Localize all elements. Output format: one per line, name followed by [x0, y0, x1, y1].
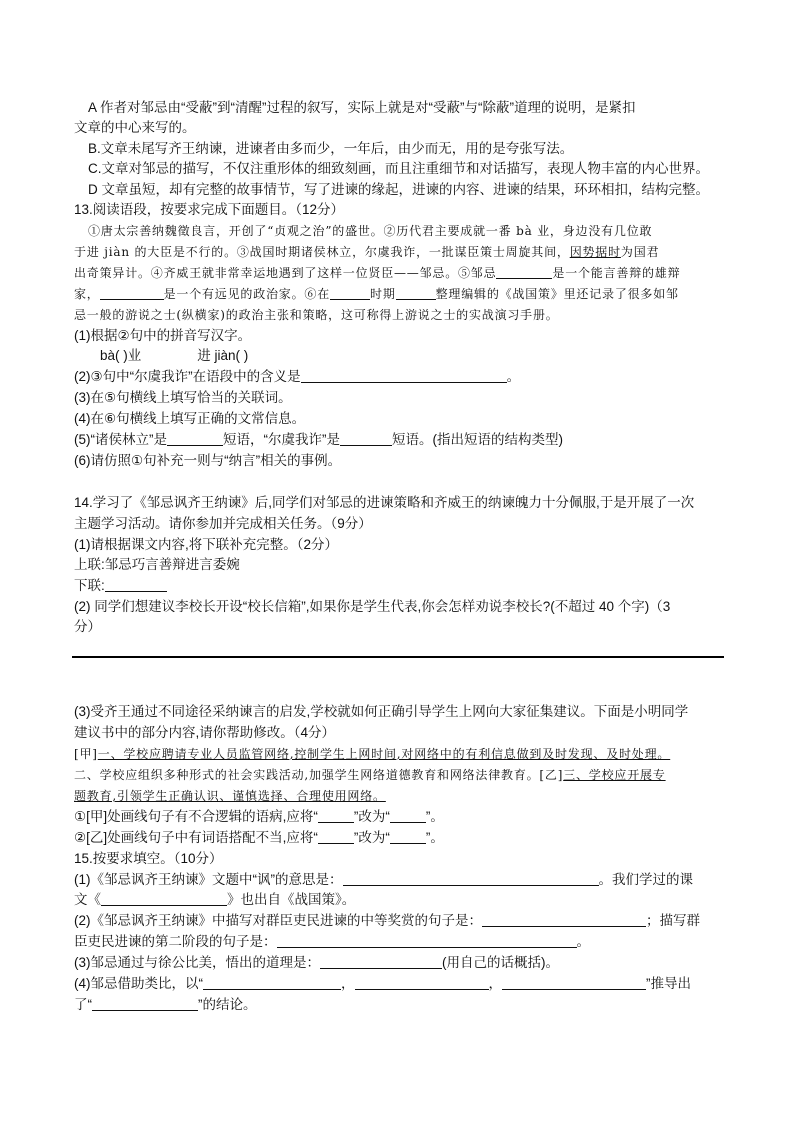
q15-text: (2)《邹忌讽齐王纳谏》中描写对群臣吏民进谏的中等奖赏的句子是： [74, 913, 482, 928]
correction-text: ”。 [425, 830, 444, 845]
q15-text: 。 [576, 934, 590, 949]
option-a-line2: 文章的中心来写的。 [74, 120, 196, 135]
q15-text: (4)邹忌借助类比，以“ [74, 976, 203, 991]
blank-correction-2a[interactable] [318, 829, 354, 844]
blank-analogy-3[interactable] [502, 975, 646, 990]
option-d: D 文章虽短，却有完整的故事情节，写了进谏的缘起，进谏的内容、进谏的结果，环环相扣，结构完整。 [88, 182, 709, 197]
question-15-title: 15.按要求填空。（10分） [74, 851, 223, 866]
underlined-sentence-yi-cont: 题教育,引领学生正确认识、谨慎选择、合理使用网络。 [74, 789, 386, 803]
q15-text: 了“ [74, 997, 92, 1012]
blank-correction-1a[interactable] [318, 808, 354, 823]
q15-sub-1 [74, 870, 726, 890]
proposal-text: 二、学校应组织多种形式的社会实践活动,加强学生网络道德教育和网络法律教育。 [74, 768, 540, 782]
q15-sub-4-line2 [74, 995, 726, 1015]
couplet-upper: 上联:邹忌巧言善辩进言委婉 [74, 557, 240, 572]
correction-text: ”改为“ [353, 830, 390, 845]
passage-text: 时期 [370, 287, 396, 301]
sub-q-3: (3)在⑤句横线上填写恰当的关联词。 [74, 390, 292, 405]
q15-sub-3 [74, 953, 726, 973]
blank-feng-meaning[interactable] [343, 871, 599, 886]
couplet-lower-label: 下联: [74, 578, 105, 593]
blank-analogy-2[interactable] [355, 975, 489, 990]
q15-text: (用自己的话概括)。 [442, 955, 559, 970]
sub-q-2 [74, 367, 726, 387]
q15-text: 臣吏民进谏的第二阶段的句子是： [74, 934, 277, 949]
blank-lower-couplet[interactable] [105, 577, 167, 592]
passage-line2 [74, 242, 726, 262]
proposal-line1 [74, 744, 726, 764]
question-14-title-line2: 主题学习活动。请你参加并完成相关任务。（9分） [74, 516, 372, 531]
correction-text: ”。 [425, 809, 444, 824]
question-13-title: 13.阅读语段，按要求完成下面题目。（12分） [74, 202, 345, 217]
comma: ， [488, 976, 502, 991]
q15-text: ”推导出 [646, 976, 691, 991]
correction-2 [74, 828, 726, 848]
sub-q-5-text: 短语，“尔虞我诈”是 [223, 432, 340, 447]
q15-sub-4 [74, 974, 726, 994]
blank-correction-1b[interactable] [390, 808, 426, 823]
sub-q-5-text: 短语。(指出短语的结构类型) [392, 432, 563, 447]
pinyin-ba: bà( )业 [100, 348, 142, 363]
passage-line1: ①唐太宗善纳魏徵良言，开创了“贞观之治”的盛世。②历代君主要成就一番 bà 业，身边没有几位敢 [88, 224, 653, 238]
underlined-sentence-jia: 一、学校应聘请专业人员监管网络,控制学生上网时间,对网络中的有利信息做到及时发现、及时处理。 [97, 747, 671, 761]
sub-q-5 [74, 430, 726, 450]
passage-text: 是一个能言善辩的雄辩 [552, 266, 681, 280]
blank-lesson-learned[interactable] [320, 954, 442, 969]
pinyin-jian: 进 jiàn( ) [197, 348, 249, 363]
q15-text: ”的结论。 [198, 997, 257, 1012]
blank-analogy-1[interactable] [203, 975, 341, 990]
proposal-line3 [74, 786, 726, 806]
blank-middle-reward[interactable] [482, 912, 646, 927]
section-divider [72, 656, 724, 658]
passage-text: 是一个有远见的政治家。⑥在 [163, 287, 331, 301]
passage-line4 [74, 284, 726, 304]
sub-q-1: (1)根据②句中的拼音写汉字。 [74, 328, 252, 343]
passage-text: 于进 jiàn 的大臣是不行的。③战国时期诸侯林立，尔虞我诈，一批谋臣策士周旋其间， [74, 245, 570, 259]
correction-text: ①[甲]处画线句子有不合逻辑的语病,应将“ [74, 809, 318, 824]
blank-conjunction-1[interactable] [496, 264, 552, 279]
q15-text: 》也出自《战国策》。 [227, 892, 356, 907]
option-c: C.文章对邹忌的描写，不仅注重形体的细致刻画，而且注重细节和对话描写，表现人物丰富的内心世界。 [88, 161, 709, 176]
q15-text: (1)《邹忌讽齐王纳谏》文题中“讽”的意思是： [74, 872, 343, 887]
blank-author[interactable] [396, 285, 436, 300]
q15-text: 。我们学过的课 [598, 872, 693, 887]
blank-meaning[interactable] [301, 368, 507, 383]
q14-sub-2: (2) 同学们想建议李校长开设“校长信箱”,如果你是学生代表,你会怎样劝说李校长?(不超过 40 个字)（3 [74, 599, 671, 614]
option-a-line1: A 作者对邹忌由“受蔽”到“清醒”过程的叙写，实际上就是对“受蔽”与“除蔽”道理的说明，是紧扣 [88, 100, 636, 115]
q15-sub-2 [74, 911, 726, 931]
comma: ， [341, 976, 355, 991]
mark-jia: [甲] [74, 747, 98, 761]
correction-1 [74, 807, 726, 827]
q14-sub-1: (1)请根据课文内容,将下联补充完整。（2分） [74, 537, 339, 552]
blank-phrase-2[interactable] [340, 431, 392, 446]
blank-phrase-1[interactable] [167, 431, 223, 446]
passage-text: 为国君 [620, 245, 660, 259]
q15-sub-2-line2 [74, 932, 726, 952]
proposal-line2 [74, 765, 726, 785]
blank-lesson-title[interactable] [101, 891, 227, 906]
period: 。 [506, 369, 521, 384]
sub-q-5-text: (5)“诸侯林立”是 [74, 432, 167, 447]
q15-text: 文《 [74, 892, 101, 907]
q15-text: (3)邹忌通过与徐公比美，悟出的道理是： [74, 955, 320, 970]
q15-sub-1-line2 [74, 890, 726, 910]
couplet-lower [74, 576, 726, 596]
blank-conjunction-2[interactable] [100, 285, 164, 300]
passage-text: 家， [74, 287, 100, 301]
sub-q-2-text: (2)③句中“尔虞我诈”在语段中的含义是 [74, 369, 301, 384]
correction-text: ②[乙]处画线句子中有词语搭配不当,应将“ [74, 830, 318, 845]
passage-line5: 忌一般的游说之士(纵横家)的政治主张和策略，这可称得上游说之士的实战演习手册。 [74, 308, 559, 322]
question-14-title: 14.学习了《邹忌讽齐王纳谏》后,同学们对邹忌的进谏策略和齐威王的纳谏魄力十分佩服,于是开展了一次 [74, 495, 695, 510]
blank-second-stage[interactable] [277, 933, 577, 948]
underlined-phrase: 因势据时 [569, 245, 621, 259]
blank-correction-2b[interactable] [390, 829, 426, 844]
passage-text: 出奇策异计。④齐威王就非常幸运地遇到了这样一位贤臣——邹忌。⑤邹忌 [74, 266, 497, 280]
pinyin-row [74, 346, 726, 366]
blank-period[interactable] [330, 285, 370, 300]
sub-q-4: (4)在⑥句横线上填写正确的文常信息。 [74, 411, 306, 426]
mark-yi: [乙] [539, 768, 564, 782]
q14-sub-3-line2: 建议书中的部分内容,请你帮助修改。（4分） [74, 725, 336, 740]
q14-sub-3: (3)受齐王通过不同途径采纳谏言的启发,学校就如何正确引导学生上网向大家征集建议。下面是小明同学 [74, 704, 689, 719]
passage-line3 [74, 263, 726, 283]
q14-sub-2-line2: 分） [74, 619, 101, 634]
option-b: B.文章未尾写齐王纳谏，进谏者由多而少，一年后，由少而无，用的是夸张写法。 [88, 141, 574, 156]
correction-text: ”改为“ [353, 809, 390, 824]
passage-text: 整理编辑的《战国策》里还记录了很多如邹 [435, 287, 679, 301]
sub-q-6: (6)请仿照①句补充一则与“纳言”相关的事例。 [74, 453, 342, 468]
q15-text: ；描写群 [646, 913, 700, 928]
blank-conclusion[interactable] [92, 996, 198, 1011]
underlined-sentence-yi: 三、学校应开展专 [563, 768, 666, 782]
